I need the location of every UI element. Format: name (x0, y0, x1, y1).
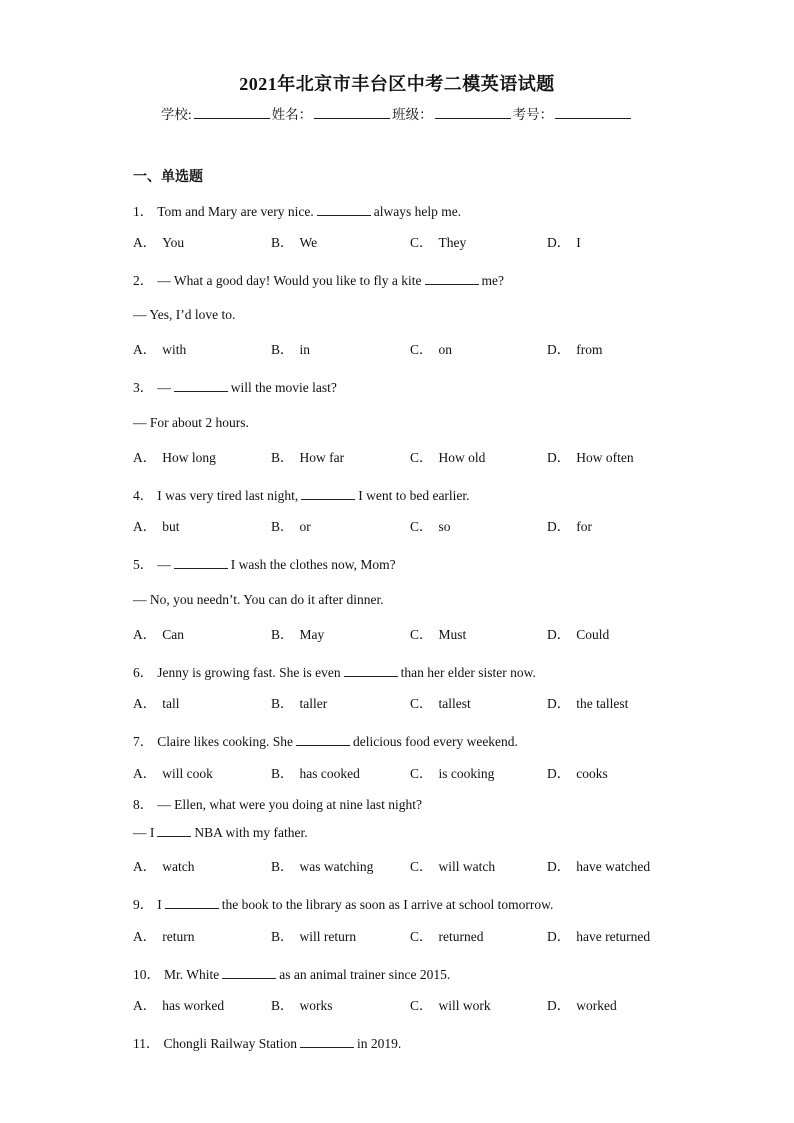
question-text: the book to the library as soon as I arrive at school tomorrow. (221, 897, 554, 912)
question-number: 3． (133, 380, 154, 395)
question-2-reply: — Yes, I’d love to. (133, 307, 236, 322)
name-label: 姓名： (271, 107, 313, 122)
option-d[interactable]: D． I (547, 235, 581, 250)
option-a[interactable]: A． tall (133, 696, 180, 711)
answer-blank (317, 203, 371, 216)
option-c[interactable]: C． will watch (410, 859, 496, 874)
question-3-reply: — For about 2 hours. (133, 415, 249, 430)
question-number: 6． (133, 665, 154, 680)
option-c[interactable]: C． on (410, 342, 453, 357)
option-a[interactable]: A． watch (133, 859, 195, 874)
answer-blank (165, 896, 219, 909)
option-a[interactable]: A． has worked (133, 998, 225, 1013)
option-c[interactable]: C． returned (410, 929, 484, 944)
option-d[interactable]: D． the tallest (547, 696, 629, 711)
option-d[interactable]: D． for (547, 519, 592, 534)
option-c[interactable]: C． will work (410, 998, 491, 1013)
option-c[interactable]: C． is cooking (410, 766, 495, 781)
option-c[interactable]: C． Must (410, 627, 467, 642)
reply-text: — I (133, 825, 155, 840)
question-text: will the movie last? (230, 380, 337, 395)
answer-blank (300, 1035, 354, 1048)
question-text: Chongli Railway Station (163, 1036, 297, 1051)
question-number: 1． (133, 204, 154, 219)
option-b[interactable]: B． will return (271, 929, 357, 944)
question-text: — What a good day! Would you like to fly a kite (157, 273, 422, 288)
option-c[interactable]: C． so (410, 519, 451, 534)
option-c[interactable]: C． How old (410, 450, 486, 465)
question-number: 9． (133, 897, 154, 912)
option-b[interactable]: B． was watching (271, 859, 374, 874)
class-blank[interactable] (435, 106, 511, 119)
question-text: Tom and Mary are very nice. (157, 204, 314, 219)
option-b[interactable]: B． works (271, 998, 333, 1013)
question-text: delicious food every weekend. (352, 734, 518, 749)
question-text: I was very tired last night, (157, 488, 299, 503)
question-text: than her elder sister now. (400, 665, 536, 680)
question-number: 11． (133, 1036, 160, 1051)
option-b[interactable]: B． We (271, 235, 318, 250)
question-number: 2． (133, 273, 154, 288)
question-10 (133, 963, 450, 983)
question-8-reply (133, 824, 308, 841)
question-text: as an animal trainer since 2015. (279, 967, 451, 982)
question-8 (133, 793, 422, 813)
student-info-line (0, 103, 794, 123)
option-b[interactable]: B． How far (271, 450, 345, 465)
answer-blank (301, 487, 355, 500)
question-7 (133, 730, 518, 750)
option-c[interactable]: C． tallest (410, 696, 471, 711)
question-text: in 2019. (357, 1036, 402, 1051)
answer-blank (174, 556, 228, 569)
option-d[interactable]: D． from (547, 342, 603, 357)
option-d[interactable]: D． Could (547, 627, 610, 642)
option-c[interactable]: C． They (410, 235, 467, 250)
option-a[interactable]: A． How long (133, 450, 216, 465)
question-text: — (157, 557, 171, 572)
question-text: — (157, 380, 171, 395)
option-a[interactable]: A． return (133, 929, 195, 944)
answer-blank (425, 272, 479, 285)
question-5-reply: — No, you needn’t. You can do it after dinner. (133, 592, 384, 607)
option-a[interactable]: A． You (133, 235, 185, 250)
question-text: — Ellen, what were you doing at nine last night? (157, 797, 422, 812)
section-title: 一、单选题 (133, 170, 203, 185)
option-d[interactable]: D． cooks (547, 766, 608, 781)
question-6 (133, 661, 536, 681)
question-text: me? (481, 273, 504, 288)
question-number: 8． (133, 797, 154, 812)
question-number: 4． (133, 488, 154, 503)
question-text: I went to bed earlier. (358, 488, 470, 503)
answer-blank (344, 664, 398, 677)
exam-no-label: 考号： (512, 107, 554, 122)
question-text: Claire likes cooking. She (157, 734, 293, 749)
answer-blank (157, 824, 191, 837)
question-number: 7． (133, 734, 154, 749)
class-label: 班级： (392, 107, 433, 122)
school-blank[interactable] (194, 106, 270, 119)
option-a[interactable]: A． with (133, 342, 187, 357)
option-b[interactable]: B． May (271, 627, 325, 642)
option-d[interactable]: D． have watched (547, 859, 651, 874)
exam-title: 2021年北京市丰台区中考二模英语试题 (239, 74, 555, 94)
question-text: always help me. (373, 204, 462, 219)
reply-text: NBA with my father. (194, 825, 308, 840)
school-label: 学校: (160, 107, 192, 122)
answer-blank (222, 966, 276, 979)
question-text: Mr. White (164, 967, 220, 982)
option-b[interactable]: B． or (271, 519, 311, 534)
question-1 (133, 200, 461, 220)
option-d[interactable]: D． How often (547, 450, 634, 465)
question-text: Jenny is growing fast. She is even (157, 665, 341, 680)
question-text: I (157, 897, 162, 912)
question-text: I wash the clothes now, Mom? (230, 557, 396, 572)
question-number: 10． (133, 967, 160, 982)
exam-no-blank[interactable] (555, 106, 631, 119)
option-b[interactable]: B． taller (271, 696, 328, 711)
option-a[interactable]: A． but (133, 519, 180, 534)
option-d[interactable]: D． have returned (547, 929, 651, 944)
question-5 (133, 553, 396, 573)
question-9 (133, 893, 553, 913)
answer-blank (174, 379, 228, 392)
option-a[interactable]: A． Can (133, 627, 184, 642)
name-blank[interactable] (314, 106, 390, 119)
question-11 (133, 1032, 401, 1052)
question-number: 5． (133, 557, 154, 572)
answer-blank (296, 733, 350, 746)
option-b[interactable]: B． has cooked (271, 766, 360, 781)
option-b[interactable]: B． in (271, 342, 311, 357)
question-3 (133, 376, 337, 396)
question-2 (133, 269, 504, 289)
option-d[interactable]: D． worked (547, 998, 617, 1013)
question-4 (133, 484, 470, 504)
option-a[interactable]: A． will cook (133, 766, 213, 781)
